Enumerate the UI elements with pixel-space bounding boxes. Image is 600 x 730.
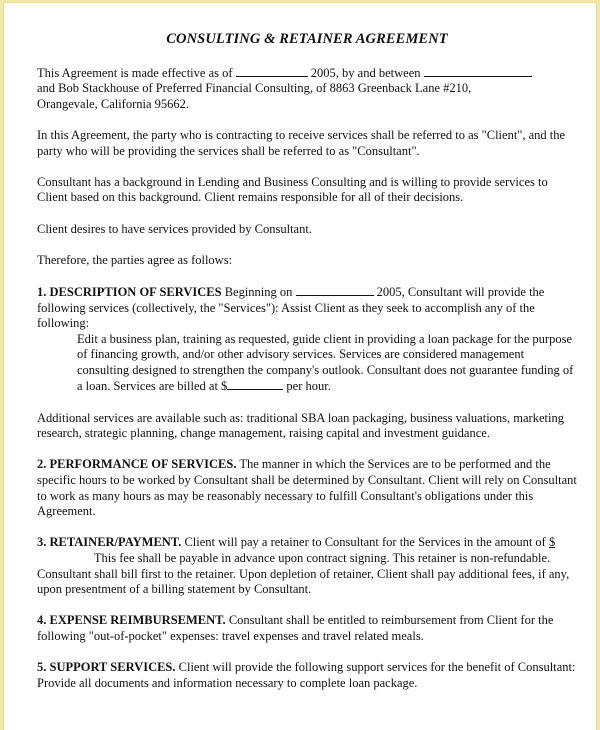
intro-line-3: Orangevale, California 95662. — [37, 96, 190, 111]
section-4-text: Consultant shall be entitled to reimbursement from Client for the following "out-of-pocket" expenses: travel expenses and travel related meals. — [37, 613, 554, 643]
desire-paragraph: Client desires to have services provided by Consultant. — [37, 221, 312, 236]
services-text: Edit a business plan, training as requested, guide client in providing a loan package for the purpose of financing growth, and/or other advisory services. Services are considered management consulting designed to strengthen the company's outlook. Consultant does not guarantee funding of a loan. Services are billed at $ — [77, 331, 574, 394]
intro-line-2: and Bob Stackhouse of Preferred Financial Consulting, of 8863 Greenback Lane #210, — [37, 81, 472, 96]
section-5 — [37, 660, 577, 691]
client-definition-paragraph: In this Agreement, the party who is contracting to receive services shall be referred to as "Client", and the party who will be providing the services shall be referred to as "Consultant". — [37, 127, 566, 158]
section-2-heading: 2. PERFORMANCE OF SERVICES. — [37, 457, 237, 472]
section-5-heading: 5. SUPPORT SERVICES. — [37, 660, 176, 675]
start-date-blank[interactable] — [296, 284, 374, 296]
intro-text-2: 2005, by and between — [307, 65, 424, 80]
therefore-paragraph: Therefore, the parties agree as follows: — [37, 252, 233, 267]
document-title: CONSULTING & RETAINER AGREEMENT — [166, 31, 448, 47]
retainer-dollar-sign: $ — [548, 535, 556, 550]
services-list — [37, 332, 577, 395]
document-body — [37, 30, 577, 707]
background-paragraph: Consultant has a background in Lending and Business Consulting and is willing to provide services to Client based on this background. Client remains responsible for all of their decisions. — [37, 174, 548, 205]
section-2 — [37, 457, 577, 519]
section-1-text-b: 2005, Consultant will provide the following services (collectively, the "Services"): Assist Client as they seek to accomplish any of the following: — [37, 284, 545, 331]
intro-paragraph — [37, 65, 577, 113]
intro-text-1: This Agreement is made effective as of — [37, 65, 236, 80]
section-3-heading: 3. RETAINER/PAYMENT. — [37, 535, 182, 550]
section-1-heading: 1. DESCRIPTION OF SERVICES — [37, 284, 222, 299]
section-1 — [37, 284, 577, 332]
section-3-text-b: This fee shall be payable in advance upon contract signing. This retainer is non-refundable. Consultant shall bill first to the retainer. Upon depletion of retainer, Client shall pay additional fees, if any, upon presentment of a billing statement by Consultant. — [37, 551, 570, 597]
effective-date-blank[interactable] — [236, 65, 308, 77]
services-text-end: per hour. — [283, 379, 331, 394]
section-3-text-a: Client will pay a retainer to Consultant for the Services in the amount of — [181, 535, 549, 550]
section-3 — [37, 535, 577, 597]
section-2-text: The manner in which the Services are to be performed and the specific hours to be worked by Consultant shall be determined by Consultant. Client will rely on Consultant to work as many hours as may be reasonably necessary to fulfill Consultant's obligations under this Agreement. — [37, 457, 577, 519]
hourly-rate-blank[interactable] — [227, 378, 283, 390]
document-page — [4, 3, 596, 730]
party-name-blank[interactable] — [424, 65, 532, 77]
section-1-text-a: Beginning on — [221, 284, 296, 299]
section-5-text: Client will provide the following support services for the benefit of Consultant: Provide all documents and information necessary to complete loan package. — [37, 660, 576, 690]
additional-services-paragraph: Additional services are available such as: traditional SBA loan packaging, business valuations, marketing research, strategic planning, change management, raising capital and investment guidance. — [37, 410, 564, 441]
section-4 — [37, 613, 577, 644]
section-4-heading: 4. EXPENSE REIMBURSEMENT. — [37, 613, 226, 628]
